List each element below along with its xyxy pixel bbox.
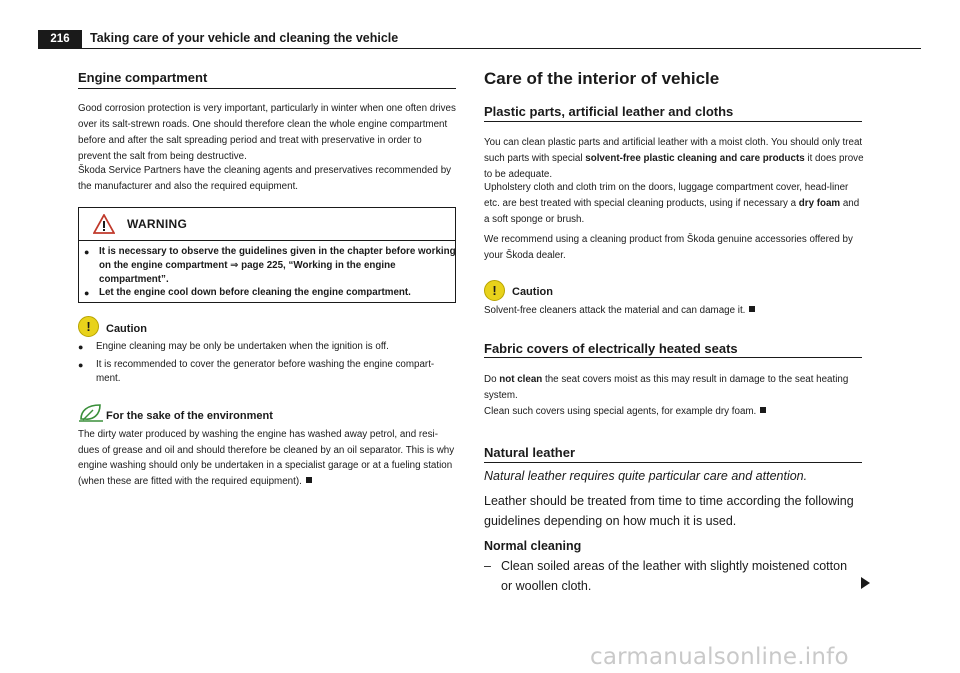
warning-bullet-1 (84, 245, 459, 287)
heading-rule (484, 357, 862, 358)
plastic-p2-text-end: and a soft sponge or brush. (484, 198, 860, 225)
end-of-section-icon (306, 477, 312, 483)
bullet-icon: ● (84, 288, 90, 298)
plastic-p2-text: Upholstery cloth and cloth trim on the doors, luggage compartment cover, head-liner etc. are best treated with special cleaning products, using if necessary a (484, 182, 849, 209)
caution-bullet-2-text: It is recommended to cover the generator before washing the engine compart-ment. (96, 359, 435, 384)
leather-paragraph: Leather should be treated from time to time according the following guidelines depending on how much it is used. (484, 494, 854, 528)
bullet-icon: ● (84, 247, 90, 257)
plastic-paragraph-2 (484, 180, 864, 228)
normal-cleaning-step-text: Clean soiled areas of the leather with slightly moistened cotton or woollen cloth. (501, 559, 848, 593)
running-title: Taking care of your vehicle and cleaning the vehicle (90, 31, 399, 45)
caution-bullet-1 (78, 340, 456, 354)
warning-title: WARNING (127, 217, 188, 231)
plastic-parts-heading: Plastic parts, artificial leather and cloths (484, 104, 734, 119)
plastic-paragraph-3: We recommend using a cleaning product from Škoda genuine accessories offered by your Škoda dealer. (484, 234, 853, 261)
header-rule (38, 48, 921, 49)
warning-bullet-2 (84, 286, 459, 300)
warning-box (78, 207, 456, 303)
caution-bullet-2 (78, 358, 456, 386)
watermark: carmanualsonline.info (590, 644, 849, 670)
caution-title: Caution (106, 323, 147, 335)
bullet-icon: ● (78, 342, 84, 352)
warning-header (79, 208, 455, 241)
environment-text-body: The dirty water produced by washing the engine has washed away petrol, and resi-dues of grease and oil and should therefore be cleaned by an oil separator. This is why engine washing should only be undertaken in a specialist garage or at a fueling station (when these are fitted with the required equipment). (78, 429, 455, 487)
plastic-p1-text: You can clean plastic parts and artificial leather with a moist cloth. You should only treat such parts with special (484, 137, 863, 164)
caution-icon: ! (78, 316, 99, 337)
heading-rule (78, 88, 456, 89)
page-number: 216 (38, 30, 82, 49)
environment-title: For the sake of the environment (106, 410, 273, 422)
end-of-section-icon (760, 407, 766, 413)
fabric-p1-text-end: the seat covers moist as this may result in damage to the seat heating system. (484, 374, 849, 401)
natural-leather-heading: Natural leather (484, 445, 576, 460)
plastic-paragraph-1 (484, 135, 864, 183)
leather-intro: Natural leather requires quite particular care and attention. (484, 469, 808, 483)
engine-compartment-heading: Engine compartment (78, 70, 208, 85)
warning-bullet-1-text: It is necessary to observe the guidelines given in the chapter before working on the engine compartment ⇒ page 225, “Working in the engine compartment”. (99, 246, 456, 285)
end-of-section-icon (749, 306, 755, 312)
caution-text (484, 303, 864, 319)
fabric-paragraph-2 (484, 404, 864, 420)
bullet-icon: ● (78, 360, 84, 370)
heading-rule (484, 462, 862, 463)
normal-cleaning-heading: Normal cleaning (484, 539, 582, 553)
caution-text-body: Solvent-free cleaners attack the material and can damage it. (484, 305, 746, 316)
fabric-p1-bold: not clean (499, 374, 543, 385)
care-interior-heading: Care of the interior of vehicle (484, 69, 720, 88)
plastic-p1-text-end: it does prove to be adequate. (484, 153, 864, 180)
engine-paragraph-1: Good corrosion protection is very important, particularly in winter when one often drives over its salt-strewn roads. One should therefore clean the whole engine compartment before and after the salt spreading period and treat with preservative in order to prevent the salt from being destructive. (78, 103, 456, 162)
plastic-p2-bold: dry foam (798, 198, 841, 209)
fabric-paragraph-1 (484, 372, 864, 404)
warning-bullet-2-text: Let the engine cool down before cleaning the engine compartment. (99, 287, 411, 298)
dash-icon: – (484, 559, 491, 573)
caution-bullet-1-text: Engine cleaning may be only be undertaken when the ignition is off. (96, 341, 389, 352)
engine-paragraph-2: Škoda Service Partners have the cleaning agents and preservatives recommended by the manufacturer and also the required equipment. (78, 165, 452, 192)
heading-rule (484, 121, 862, 122)
warning-triangle-icon (93, 214, 115, 234)
caution-icon: ! (484, 280, 505, 301)
plastic-p1-bold: solvent-free plastic cleaning and care products (585, 153, 805, 164)
fabric-covers-heading: Fabric covers of electrically heated seats (484, 341, 738, 356)
normal-cleaning-step (484, 556, 854, 596)
fabric-p1-text: Do (484, 374, 500, 385)
environment-text (78, 427, 458, 489)
fabric-p2-body: Clean such covers using special agents, for example dry foam. (484, 406, 757, 417)
environment-icon (78, 402, 104, 422)
next-page-arrow-icon (861, 577, 870, 589)
caution-title: Caution (512, 286, 553, 298)
